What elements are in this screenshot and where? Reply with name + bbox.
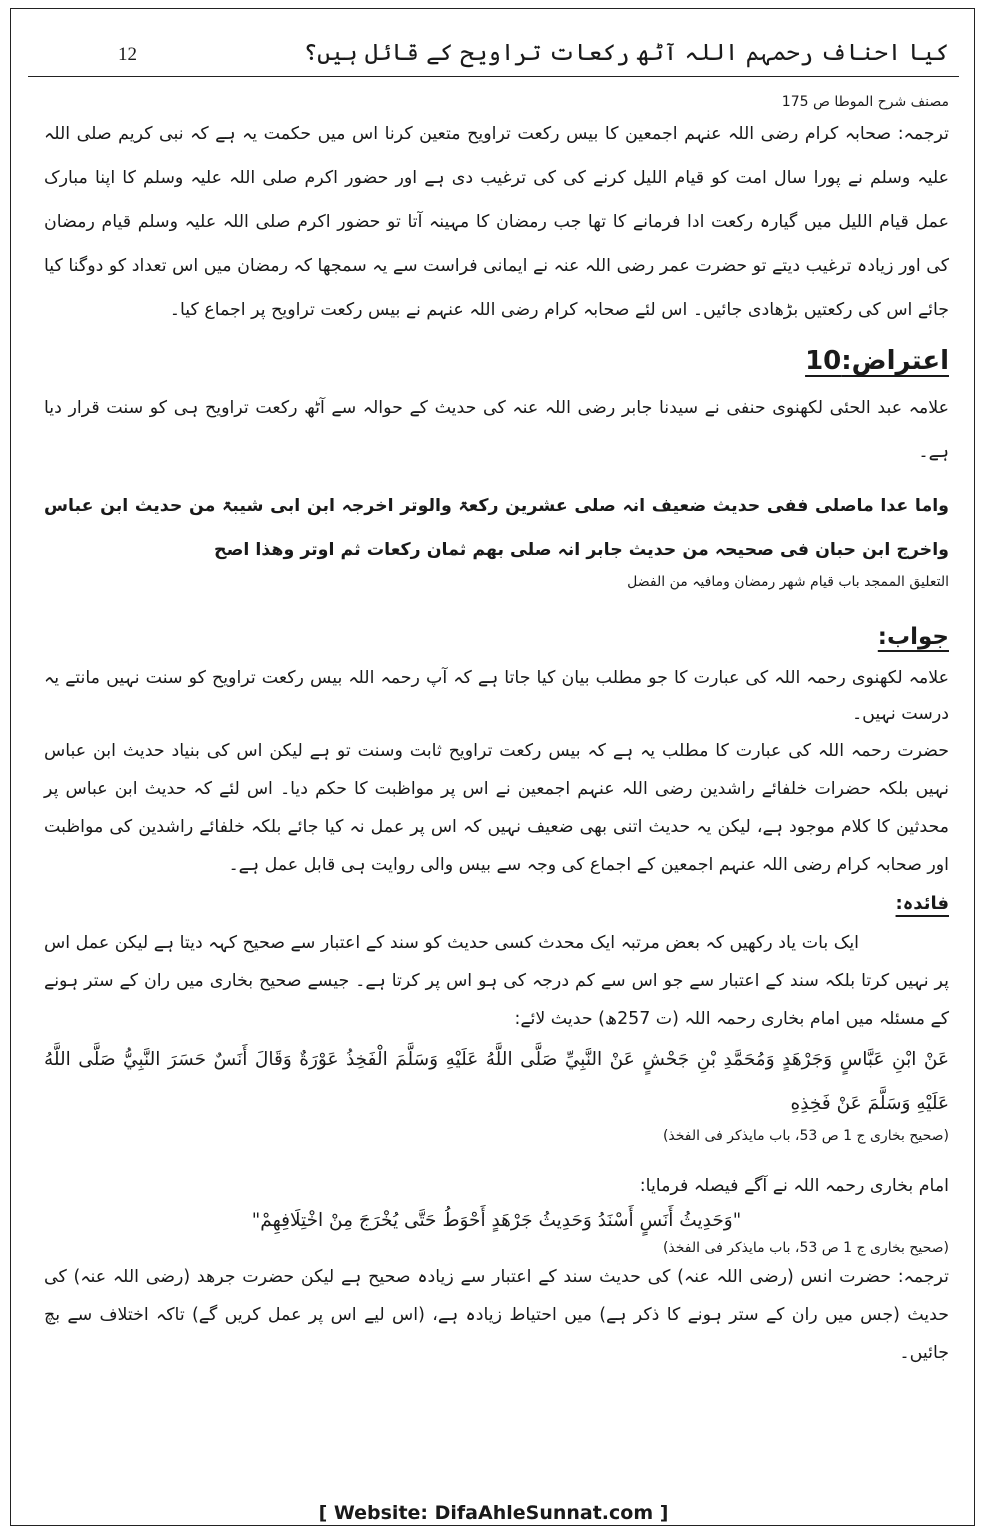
answer-heading — [44, 614, 949, 660]
reference-bukhari-2: (صحیح بخاری ج 1 ص 53، باب مایذکر فی الفخذ) — [662, 1240, 949, 1256]
reference-bukhari-1: (صحیح بخاری ج 1 ص 53، باب مایذکر فی الفخذ) — [662, 1128, 949, 1144]
answer-paragraph-1: علامہ لکھنوی رحمہ اللہ کی عبارت کا جو مطلب بیان کیا جاتا ہے کہ آپ رحمہ اللہ بیس رکعت تراویح کو سنت نہیں مانتے یہ درست نہیں۔ — [44, 668, 949, 724]
translation-paragraph-2: ترجمہ: حضرت انس (رضی اللہ عنہ) کی حدیث سند کے اعتبار سے زیادہ صحیح ہے لیکن حضرت جرھد (رضی اللہ عنہ) کی حدیث (جس میں ران کے ستر ہونے کا ذکر ہے) میں احتیاط زیادہ ہے، (اس لیے اس پر عمل کریں گے) تاکہ اختلاف سے بچ جائیں۔ — [44, 1267, 949, 1363]
reference-taliq: التعلیق الممجد باب قیام شھر رمضان ومافیہ من الفضل — [627, 574, 949, 590]
paragraph-translation-1: ترجمہ: صحابہ کرام رضی اللہ عنہم اجمعین کا بیس رکعت تراویح متعین کرنا اس میں حکمت یہ ہے کہ نبی کریم صلی اللہ علیہ وسلم نے پورا سال امت کو قیام اللیل کرنے کی کی ترغیب دی ہے اور حضور اکرم صلی اللہ علیہ وسلم کا اپنا مبارک عمل قیام اللیل میں گیارہ رکعت ادا فرمانے کا تھا جب رمضان کا مہینہ آتا تو حضور اکرم صلی اللہ علیہ وسلم قیام رمضان کی اور زیادہ ترغیب دیتے تو حضرت عمر رضی اللہ عنہ نے ایمانی فراست سے یہ سمجھا کہ رمضان میں اس تعداد کو دوگنا کیا جائے اس کی رکعتیں بڑھادی جائیں۔ اس لئے صحابہ کرام رضی اللہ عنہم نے بیس رکعت تراویح پر اجماع کیا۔ — [44, 124, 949, 320]
benefit-paragraph: ایک بات یاد رکھیں کہ بعض مرتبہ ایک محدث کسی حدیث کو سند کے اعتبار سے صحیح کہہ دیتا ہے لیکن عمل اس پر نہیں کرتا بلکہ سند کے اعتبار سے جو اس سے کم درجہ کی ہو اس پر کرتا ہے۔ جیسے صحیح بخاری میں ران کے ستر ہونے کے مسئلہ میں امام بخاری رحمہ اللہ (ت 257ھ) حدیث لائے: — [44, 933, 949, 1029]
objection-heading — [44, 336, 949, 386]
benefit-heading — [44, 884, 949, 924]
objection-text: علامہ عبد الحئی لکھنوی حنفی نے سیدنا جابر رضی اللہ عنہ کی حدیث کے حوالہ سے آٹھ رکعت تراویح ہی کو سنت قرار دیا ہے۔ — [44, 398, 949, 462]
arabic-quote-taliq: واما عدا ماصلی ففی حدیث ضعیف انہ صلی عشرین رکعۃ والوتر اخرجہ ابن ابی شیبۃ من حدیث ابن عباس واخرج ابن حبان فی صحیحہ من حدیث جابر انہ صلی بھم ثمان رکعات ثم اوتر وھذا اصح — [44, 496, 949, 560]
website-footer: [ Website: DifaAhleSunnat.com ] — [318, 1502, 669, 1524]
answer-paragraph-2: حضرت رحمہ اللہ کی عبارت کا مطلب یہ ہے کہ بیس رکعت تراویح ثابت وسنت تو ہے لیکن اس کی بنیاد حدیث ابن عباس نہیں بلکہ حضرات خلفائے راشدین رضی اللہ عنہم اجمعین نے اس پر مواظبت کا حکم دیا۔ اس لئے کہ حدیث ابن عباس پر محدثین کا کلام موجود ہے، لیکن یہ حدیث اتنی بھی ضعیف نہیں کہ اس پر عمل نہ کیا جائے بلکہ خلفائے راشدین کی مواظبت اور صحابہ کرام رضی اللہ عنہم اجمعین کے اجماع کی وجہ سے بیس والی روایت ہی قابل عمل ہے۔ — [44, 741, 949, 875]
page-body — [44, 92, 949, 1372]
header-divider — [28, 76, 959, 77]
reference-musannaf: مصنف شرح الموطا ص 175 — [781, 94, 949, 110]
answer-heading-text: جواب: — [877, 624, 949, 650]
page-header-title: کیا احناف رحمہم اللہ آٹھ رکعات تراویح کے قائل ہیں؟ — [303, 40, 949, 66]
benefit-heading-text: فائدہ: — [895, 893, 949, 914]
objection-heading-text: اعتراض:10 — [805, 346, 949, 376]
arabic-hadith-anas: "وَحَدِيثُ أَنَسٍ أَسْنَدُ وَحَدِيثُ جَرْهَدٍ أَحْوَطُ حَتَّى يُخْرَجَ مِنْ اخْتِلَافِهِمْ" — [251, 1210, 742, 1231]
arabic-hadith-fakhidh: عَنْ ابْنِ عَبَّاسٍ وَجَرْهَدٍ وَمُحَمَّدِ بْنِ جَحْشٍ عَنْ النَّبِيِّ صَلَّى اللَّهُ عَلَيْهِ وَسَلَّمَ الْفَخِذُ عَوْرَةٌ وَقَالَ أَنَسٌ حَسَرَ النَّبِيُّ صَلَّى اللَّهُ عَلَيْهِ وَسَلَّمَ عَنْ فَخِذِهِ — [44, 1049, 949, 1114]
bukhari-decision-intro: امام بخاری رحمہ اللہ نے آگے فیصلہ فرمایا: — [639, 1176, 949, 1196]
page-number: 12 — [118, 44, 137, 65]
